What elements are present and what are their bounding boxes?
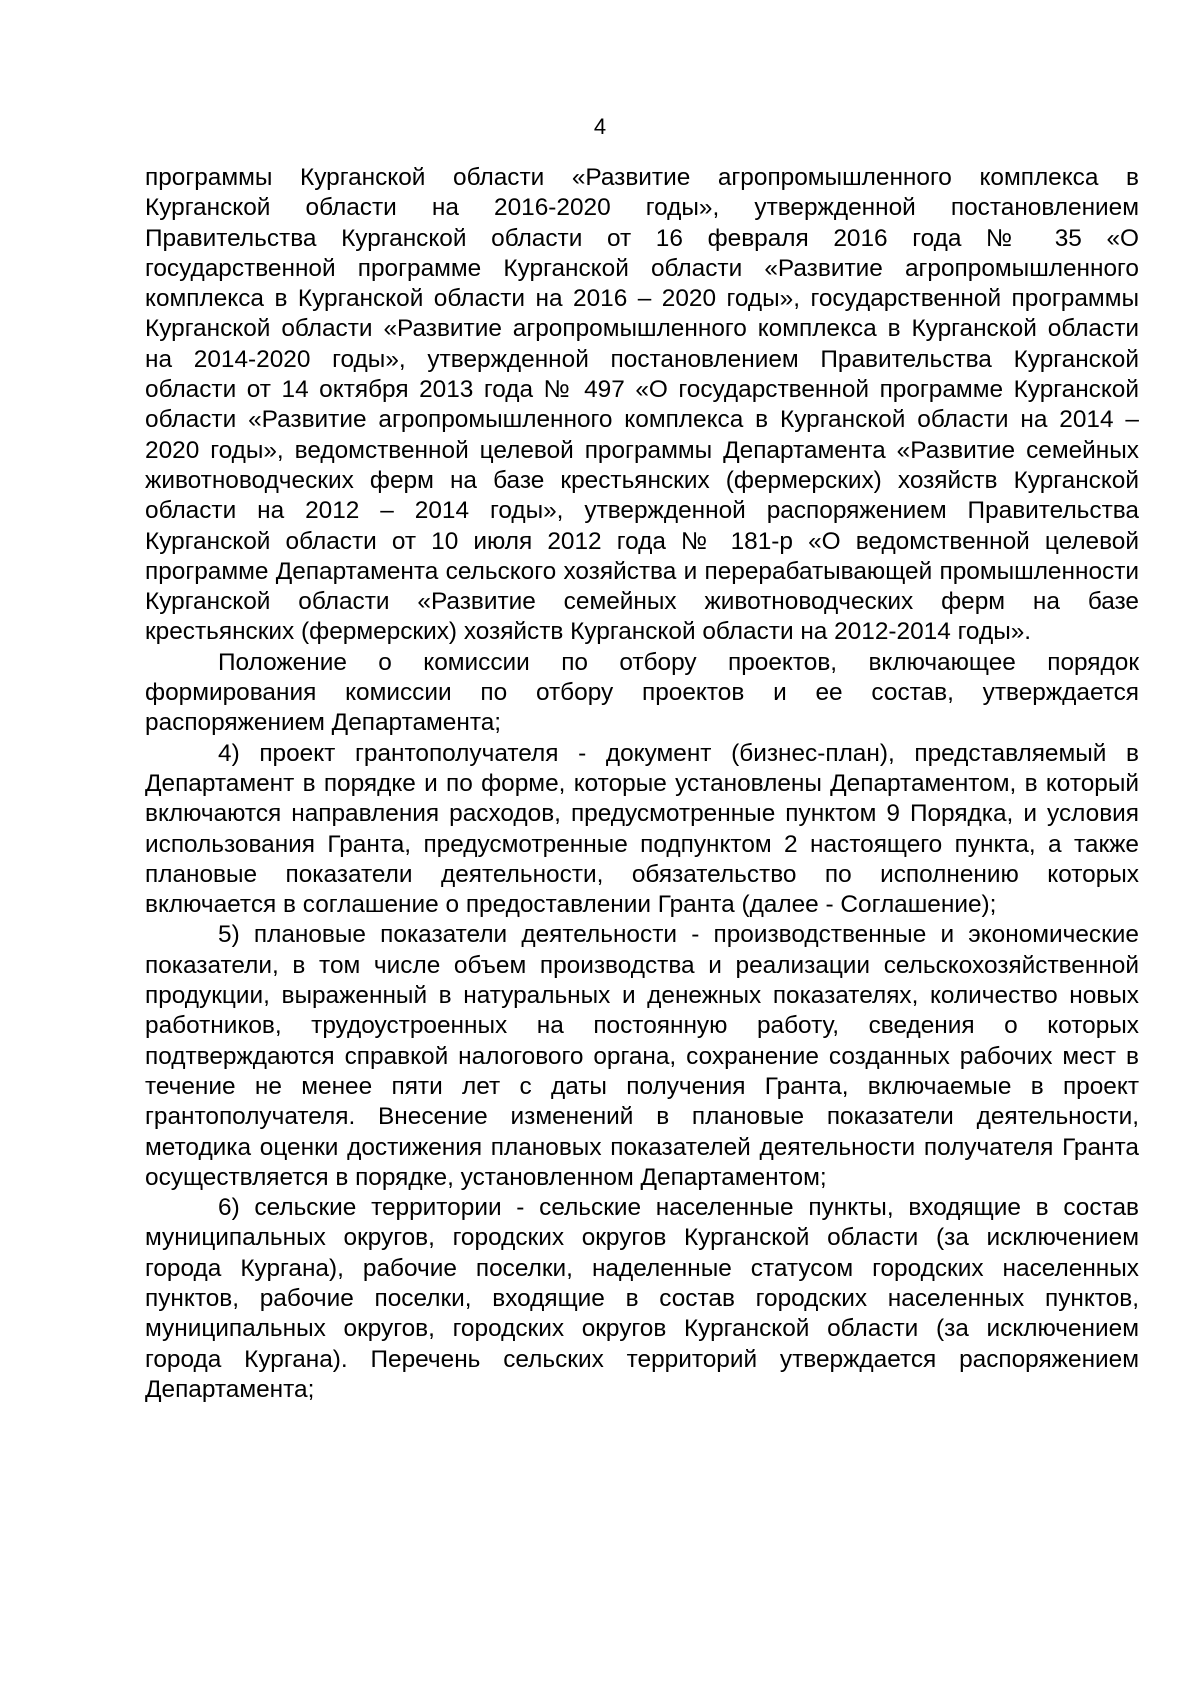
document-body [145, 163, 1139, 1405]
paragraph-item-6: 6) сельские территории - сельские населенные пункты, входящие в состав муниципальных округов, городских округов Курганской области (за исключением города Кургана), рабочие поселки, наделенные статусом городских населенных пунктов, рабочие поселки, входящие в состав городских населенных пунктов, муниципальных округов, городских округов Курганской области (за исключением города Кургана). Перечень сельских территорий утверждается распоряжением Департамента; [145, 1194, 1139, 1403]
paragraph-commission-regulation: Положение о комиссии по отбору проектов, включающее порядок формирования комиссии по отбору проектов и ее состав, утверждается распоряжением Департамента; [145, 648, 1139, 737]
paragraph-continuation: программы Курганской области «Развитие агропромышленного комплекса в Курганской области на 2016-2020 годы», утвержденной постановлением Правительства Курганской области от 16 февраля 2016 года № 35 «О государственной программе Курганской области «Развитие агропромышленного комплекса в Курганской области на 2016 – 2020 годы», государственной программы Курганской области «Развитие агропромышленного комплекса в Курганской области на 2014-2020 годы», утвержденной постановлением Правительства Курганской области от 14 октября 2013 года № 497 «О государственной программе Курганской области «Развитие агропромышленного комплекса в Курганской области на 2014 – 2020 годы», ведомственной целевой программы Департамента «Развитие семейных животноводческих ферм на базе крестьянских (фермерских) хозяйств Курганской области на 2012 – 2014 годы», утвержденной распоряжением Правительства Курганской области от 10 июля 2012 года № 181-р «О ведомственной целевой программе Департамента сельского хозяйства и перерабатывающей промышленности Курганской области «Развитие семейных животноводческих ферм на базе крестьянских (фермерских) хозяйств Курганской области на 2012-2014 годы». [145, 164, 1139, 646]
page-number: 4 [593, 114, 607, 139]
paragraph-item-4: 4) проект грантополучателя - документ (бизнес-план), представляемый в Департамент в порядке и по форме, которые установлены Департаментом, в который включаются направления расходов, предусмотренные пунктом 9 Порядка, и условия использования Гранта, предусмотренные подпунктом 2 настоящего пункта, а также плановые показатели деятельности, обязательство по исполнению которых включается в соглашение о предоставлении Гранта (далее - Соглашение); [145, 739, 1139, 919]
paragraph-item-5: 5) плановые показатели деятельности - производственные и экономические показатели, в том числе объем производства и реализации сельскохозяйственной продукции, выраженный в натуральных и денежных показателях, количество новых работников, трудоустроенных на постоянную работу, сведения о которых подтверждаются справкой налогового органа, сохранение созданных рабочих мест в течение не менее пяти лет с даты получения Гранта, включаемые в проект грантополучателя. Внесение изменений в плановые показатели деятельности, методика оценки достижения плановых показателей деятельности получателя Гранта осуществляется в порядке, установленном Департаментом; [145, 921, 1139, 1191]
